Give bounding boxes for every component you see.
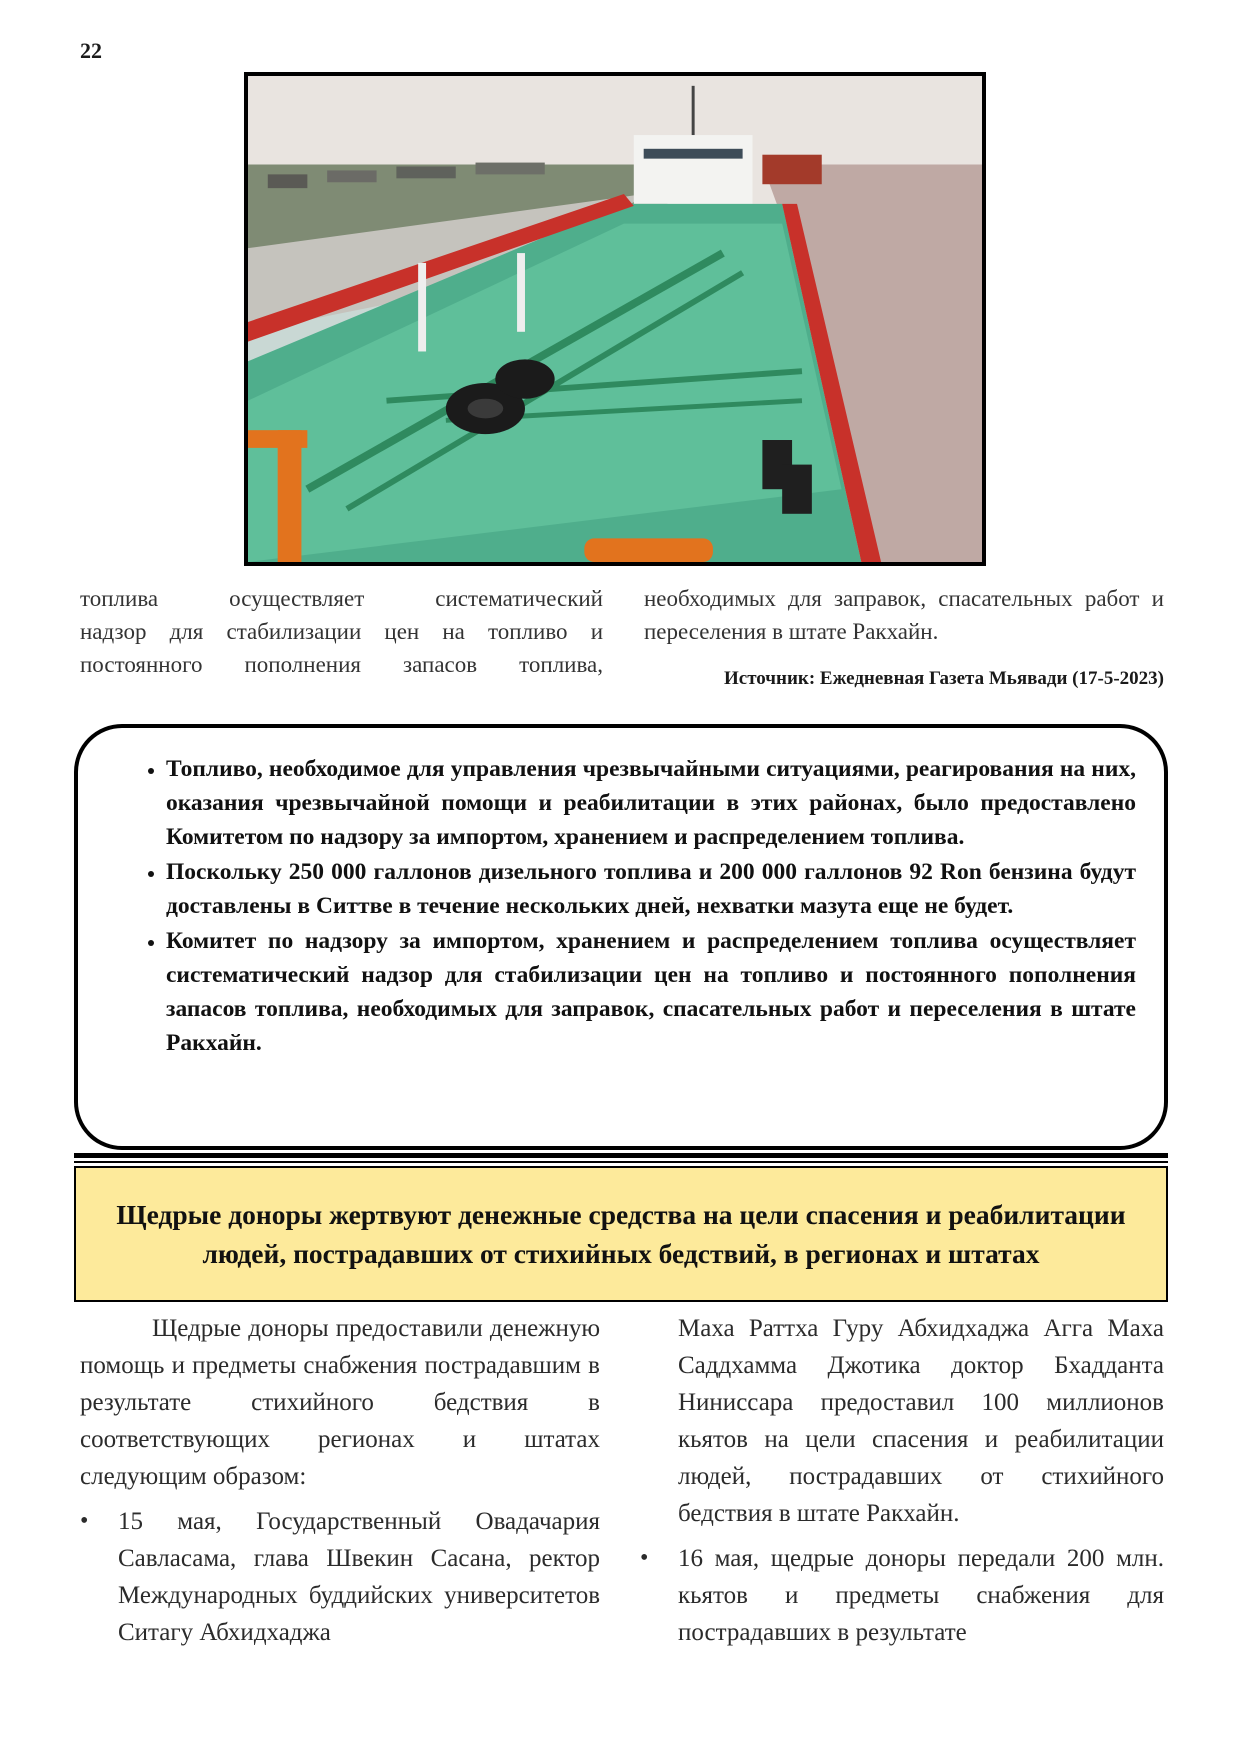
- article-intro: Щедрые доноры предоставили денежную помощь и предметы снабжения пострадавшим в результате стихийного бедствия в соответствующих регионах и штатах следующим образом:: [80, 1315, 600, 1490]
- bullet-icon: •: [80, 1508, 89, 1534]
- article-left-column: [80, 1310, 600, 1651]
- key-points-list: [106, 752, 1136, 1060]
- continuation-line: топлива осуществляет систематический: [80, 586, 603, 611]
- source-citation: Источник: Ежедневная Газета Мьявади (17-5-2023): [724, 668, 1164, 689]
- article-right-column: [640, 1310, 1164, 1651]
- continuation-line: надзор для стабилизации цен на топливо и: [80, 619, 603, 644]
- article-bullet-text: 15 мая, Государственный Овадачария Савласама, глава Швекин Сасана, ректор Международных буддийских университетов Ситагу Абхидхаджа: [118, 1508, 600, 1646]
- tanker-photo-illustration: [248, 76, 982, 562]
- continuation-right-column: необходимых для заправок, спасательных работ и переселения в штате Ракхайн.: [644, 586, 1164, 644]
- page-number: 22: [80, 38, 102, 63]
- continuation-line: постоянного пополнения запасов топлива,: [80, 652, 603, 677]
- article-bullet-continuation: Маха Раттха Гуру Абхидхаджа Агга Маха Саддхамма Джотика доктор Бхадданта Ниниссара предоставил 100 миллионов кьятов на цели спасения и реабилитации людей, пострадавших от стихийного бедствия в штате Ракхайн.: [678, 1315, 1164, 1527]
- key-point-item: • Топливо, необходимое для управления чрезвычайными ситуациями, реагирования на них, оказания чрезвычайной помощи и реабилитации в этих районах, было предоставлено Комитетом по надзору за импортом, хранением и распределением топлива.: [166, 752, 1136, 854]
- section-divider: [74, 1153, 1168, 1158]
- key-point-item: • Комитет по надзору за импортом, хранением и распределением топлива осуществляет систематический надзор для стабилизации цен на топливо и постоянного пополнения запасов топлива, необходимых для заправок, спасательных работ и переселения в штате Ракхайн.: [166, 924, 1136, 1060]
- article-bullet-text: 16 мая, щедрые доноры передали 200 млн. кьятов и предметы снабжения для пострадавших в результате: [678, 1545, 1164, 1646]
- key-point-item: • Поскольку 250 000 галлонов дизельного топлива и 200 000 галлонов 92 Ron бензина будут доставлены в Ситтве в течение нескольких дней, нехватки мазута еще не будет.: [166, 855, 1136, 923]
- article-bullet: [640, 1540, 1164, 1651]
- article-headline: Щедрые доноры жертвуют денежные средства на цели спасения и реабилитации людей, пострадавших от стихийных бедствий, в регионах и штатах: [116, 1199, 1126, 1269]
- article-bullet: [80, 1503, 600, 1651]
- continuation-left-column: [80, 582, 603, 681]
- article-headline-banner: [74, 1166, 1168, 1302]
- key-points-box: [74, 724, 1168, 1150]
- section-divider-thin: [74, 1161, 1168, 1163]
- tanker-photo: [244, 72, 986, 566]
- bullet-icon: •: [640, 1545, 649, 1571]
